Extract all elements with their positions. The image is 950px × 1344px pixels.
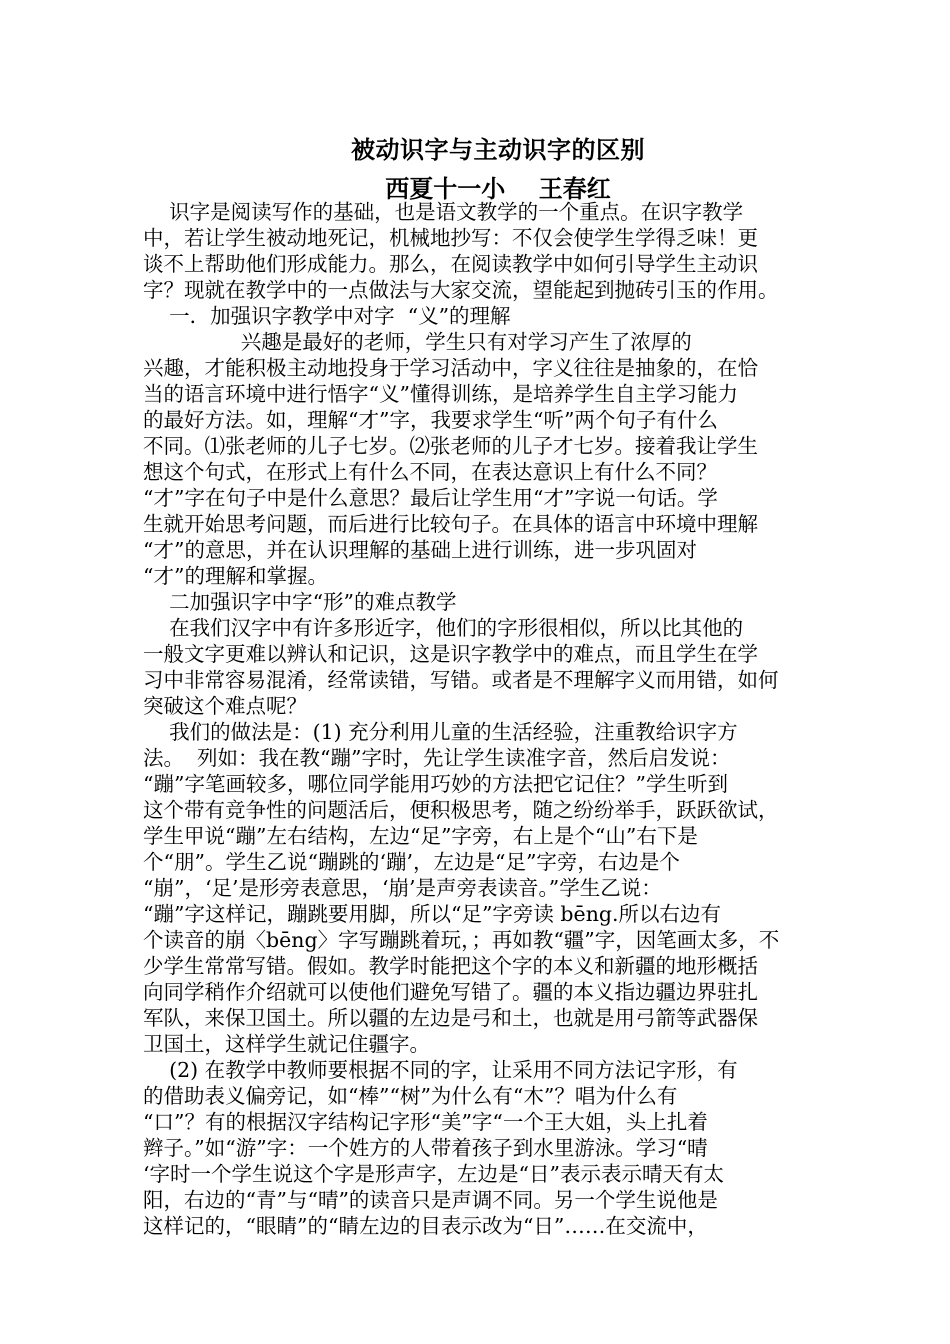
body-line: 兴趣是最好的老师，学生只有对学习产生了浓厚的 bbox=[143, 330, 692, 354]
body-line: 学生甲说“蹦”左右结构，左边“足”字旁，右上是个“山”右下是 bbox=[143, 824, 698, 848]
body-line: 军队，来保卫国土。所以疆的左边是弓和土，也就是用弓箭等武器保 bbox=[143, 1006, 758, 1030]
body-line: 兴趣，才能积极主动地投身于学习活动中，字义往往是抽象的，在恰 bbox=[143, 356, 758, 380]
body-line: 个读音的崩〈bēng〉字写蹦跳着玩，；再如教“疆”字，因笔画太多，不 bbox=[143, 928, 780, 952]
body-line: “蹦”字笔画较多，哪位同学能用巧妙的方法把它记住？”学生听到 bbox=[143, 772, 728, 796]
body-line: 想这个句式，在形式上有什么不同，在表达意识上有什么不同？ bbox=[143, 460, 717, 484]
body-line: 谈不上帮助他们形成能力。那么，在阅读教学中如何引导学生主动识 bbox=[143, 252, 758, 276]
body-line: 卫国土，这样学生就记住疆字。 bbox=[143, 1032, 430, 1056]
section-heading: 一．加强识字教学中对字 “义”的理解 bbox=[143, 304, 511, 328]
body-line: 当的语言环境中进行悟字“义”懂得训练，是培养学生自主学习能力 bbox=[143, 382, 738, 406]
body-line: 不同。⑴张老师的儿子七岁。⑵张老师的儿子才七岁。接着我让学生 bbox=[143, 434, 758, 458]
document-title: 被动识字与主动识字的区别 bbox=[351, 135, 645, 164]
body-line: 识字是阅读写作的基础，也是语文教学的一个重点。在识字教学 bbox=[143, 200, 744, 224]
body-line: 突破这个难点呢？ bbox=[143, 694, 307, 718]
body-line: “才”字在句子中是什么意思？最后让学生用“才”字说一句话。学 bbox=[143, 486, 718, 510]
body-line: 阳，右边的“青”与“晴”的读音只是声调不同。另一个学生说他是 bbox=[143, 1188, 718, 1212]
body-line: 这样记的，“眼睛”的“睛左边的目表示改为“日”……在交流中， bbox=[143, 1214, 708, 1238]
body-line: (2) 在教学中教师要根据不同的字，让采用不同方法记字形，有 bbox=[143, 1058, 738, 1082]
body-line: 中，若让学生被动地死记，机械地抄写：不仅会使学生学得乏味！更 bbox=[143, 226, 758, 250]
section-heading: 二加强识字中字“形”的难点教学 bbox=[143, 590, 457, 614]
body-line: 向同学稍作介绍就可以使他们避免写错了。疆的本义指边疆边界驻扎 bbox=[143, 980, 758, 1004]
body-line: ‘字时一个学生说这个字是形声字，左边是“日”表示表示晴天有太 bbox=[143, 1162, 724, 1186]
body-line: “口”？有的根据汉字结构记字形“美”字“一个王大姐，头上扎着 bbox=[143, 1110, 708, 1134]
body-line: 少学生常常写错。假如。教学时能把这个字的本义和新疆的地形概括 bbox=[143, 954, 758, 978]
body-line: 辫子。”如“游”字：一个姓方的人带着孩子到水里游泳。学习“晴 bbox=[143, 1136, 708, 1160]
body-line: “崩”，‘足’是形旁表意思，‘崩’是声旁表读音。”学生乙说： bbox=[143, 876, 662, 900]
body-line: 在我们汉字中有许多形近字，他们的字形很相似，所以比其他的 bbox=[143, 616, 744, 640]
document-body bbox=[143, 199, 823, 1239]
body-line: 个“朋”。学生乙说“蹦跳的‘蹦’，左边是“足”字旁，右边是个 bbox=[143, 850, 680, 874]
body-line: 我们的做法是：(1) 充分利用儿童的生活经验，注重教给识字方 bbox=[143, 720, 738, 744]
body-line: 一般文字更难以辨认和记识，这是识字教学中的难点，而且学生在学 bbox=[143, 642, 758, 666]
body-line: 字？现就在教学中的一点做法与大家交流，望能起到抛砖引玉的作用。 bbox=[143, 278, 779, 302]
document-author: 西夏十一小 王春红 bbox=[385, 174, 611, 203]
body-line: 法。 列如：我在教“蹦”字时，先让学生读准字音，然后启发说： bbox=[143, 746, 731, 770]
body-line: “才”的意思，并在认识理解的基础上进行训练，进一步巩固对 bbox=[143, 538, 697, 562]
body-line: “蹦”字这样记，蹦跳要用脚，所以“足”字旁读 bēng.所以右边有 bbox=[143, 902, 722, 926]
body-line: 这个带有竞争性的问题活后，便积极思考，随之纷纷举手，跃跃欲试， bbox=[143, 798, 779, 822]
body-line: “才”的理解和掌握。 bbox=[143, 564, 328, 588]
body-line: 习中非常容易混淆，经常读错，写错。或者是不理解字义而用错，如何 bbox=[143, 668, 779, 692]
body-line: 的借助表义偏旁记，如“棒”“树”为什么有“木”？唱为什么有 bbox=[143, 1084, 678, 1108]
body-line: 的最好方法。如，理解“才”字，我要求学生“听”两个句子有什么 bbox=[143, 408, 718, 432]
body-line: 生就开始思考问题，而后进行比较句子。在具体的语言中环境中理解 bbox=[143, 512, 758, 536]
